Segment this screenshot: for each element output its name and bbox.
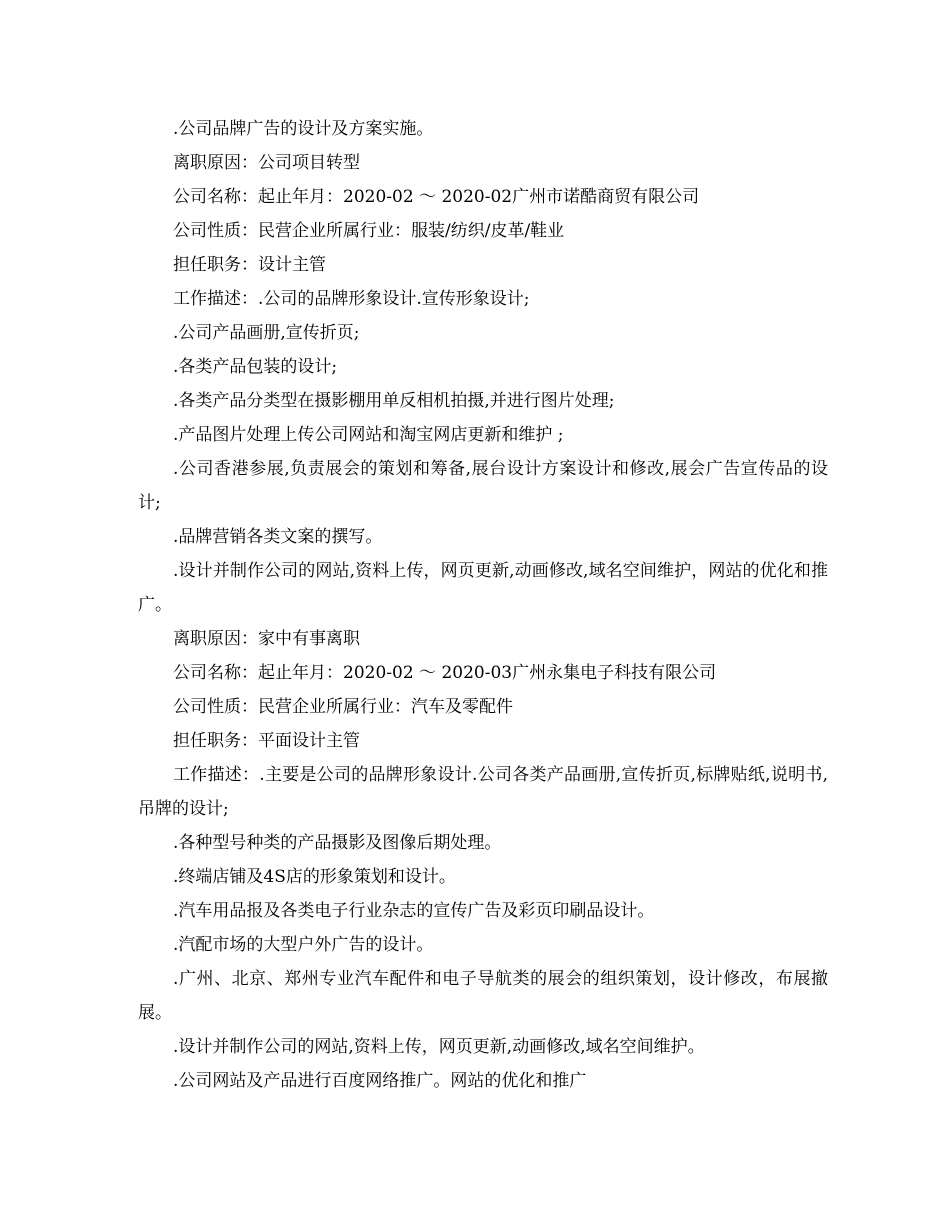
paragraph-duty-exhibition-2: .广州、北京、郑州专业汽车配件和电子导航类的展会的组织策划，设计修改，布展撤展。 — [138, 969, 828, 1023]
paragraph-duty-print-ads: .汽车用品报及各类电子行业杂志的宣传广告及彩页印刷品设计。 — [173, 901, 655, 921]
paragraph-duty-store-design: .终端店铺及4S店的形象策划和设计。 — [173, 867, 456, 887]
paragraph-duty-website-1: .设计并制作公司的网站,资料上传，网页更新,动画修改,域名空间维护，网站的优化和推广。 — [138, 561, 828, 615]
paragraph-duty-exhibition: .公司香港参展,负责展会的策划和筹备,展台设计方案设计和修改,展会广告宣传品的设计; — [138, 459, 828, 513]
paragraph-duty-photography: .各类产品分类型在摄影棚用单反相机拍摄,并进行图片处理; — [173, 391, 615, 411]
paragraph-duty-website-2: .设计并制作公司的网站,资料上传，网页更新,动画修改,域名空间维护。 — [173, 1037, 705, 1057]
paragraph-company-type-1: 公司性质：民营企业所属行业：服装/纺织/皮革/鞋业 — [173, 221, 565, 241]
paragraph-job-description-1: 工作描述：.公司的品牌形象设计.宣传形象设计; — [173, 289, 530, 309]
paragraph-duty-packaging: .各类产品包装的设计; — [173, 357, 338, 377]
paragraph-leave-reason-2: 离职原因：家中有事离职 — [173, 629, 360, 649]
paragraph-leave-reason-1: 离职原因：公司项目转型 — [173, 153, 360, 173]
document-body — [138, 112, 828, 1098]
paragraph-duty-outdoor-ads: .汽配市场的大型户外广告的设计。 — [173, 935, 434, 955]
paragraph-duty-promotion: .公司网站及产品进行百度网络推广。网站的优化和推广 — [173, 1071, 587, 1091]
paragraph-job-description-2: 工作描述：.主要是公司的品牌形象设计.公司各类产品画册,宣传折页,标牌贴纸,说明书,吊牌的设计; — [138, 765, 828, 819]
paragraph-duty-copywriting: .品牌营销各类文案的撰写。 — [173, 527, 383, 547]
paragraph-position-2: 担任职务：平面设计主管 — [173, 731, 360, 751]
paragraph-brand-ad: .公司品牌广告的设计及方案实施。 — [173, 119, 434, 139]
paragraph-duty-brochure: .公司产品画册,宣传折页; — [173, 323, 360, 343]
paragraph-duty-web-upload: .产品图片处理上传公司网站和淘宝网店更新和维护 ; — [173, 425, 564, 445]
paragraph-company-name-1: 公司名称：起止年月：2020-02 ～ 2020-02广州市诺酷商贸有限公司 — [173, 187, 700, 207]
paragraph-duty-product-photo: .各种型号种类的产品摄影及图像后期处理。 — [173, 833, 502, 853]
paragraph-company-type-2: 公司性质：民营企业所属行业：汽车及零配件 — [173, 697, 513, 717]
paragraph-position-1: 担任职务：设计主管 — [173, 255, 326, 275]
paragraph-company-name-2: 公司名称：起止年月：2020-02 ～ 2020-03广州永集电子科技有限公司 — [173, 663, 717, 683]
